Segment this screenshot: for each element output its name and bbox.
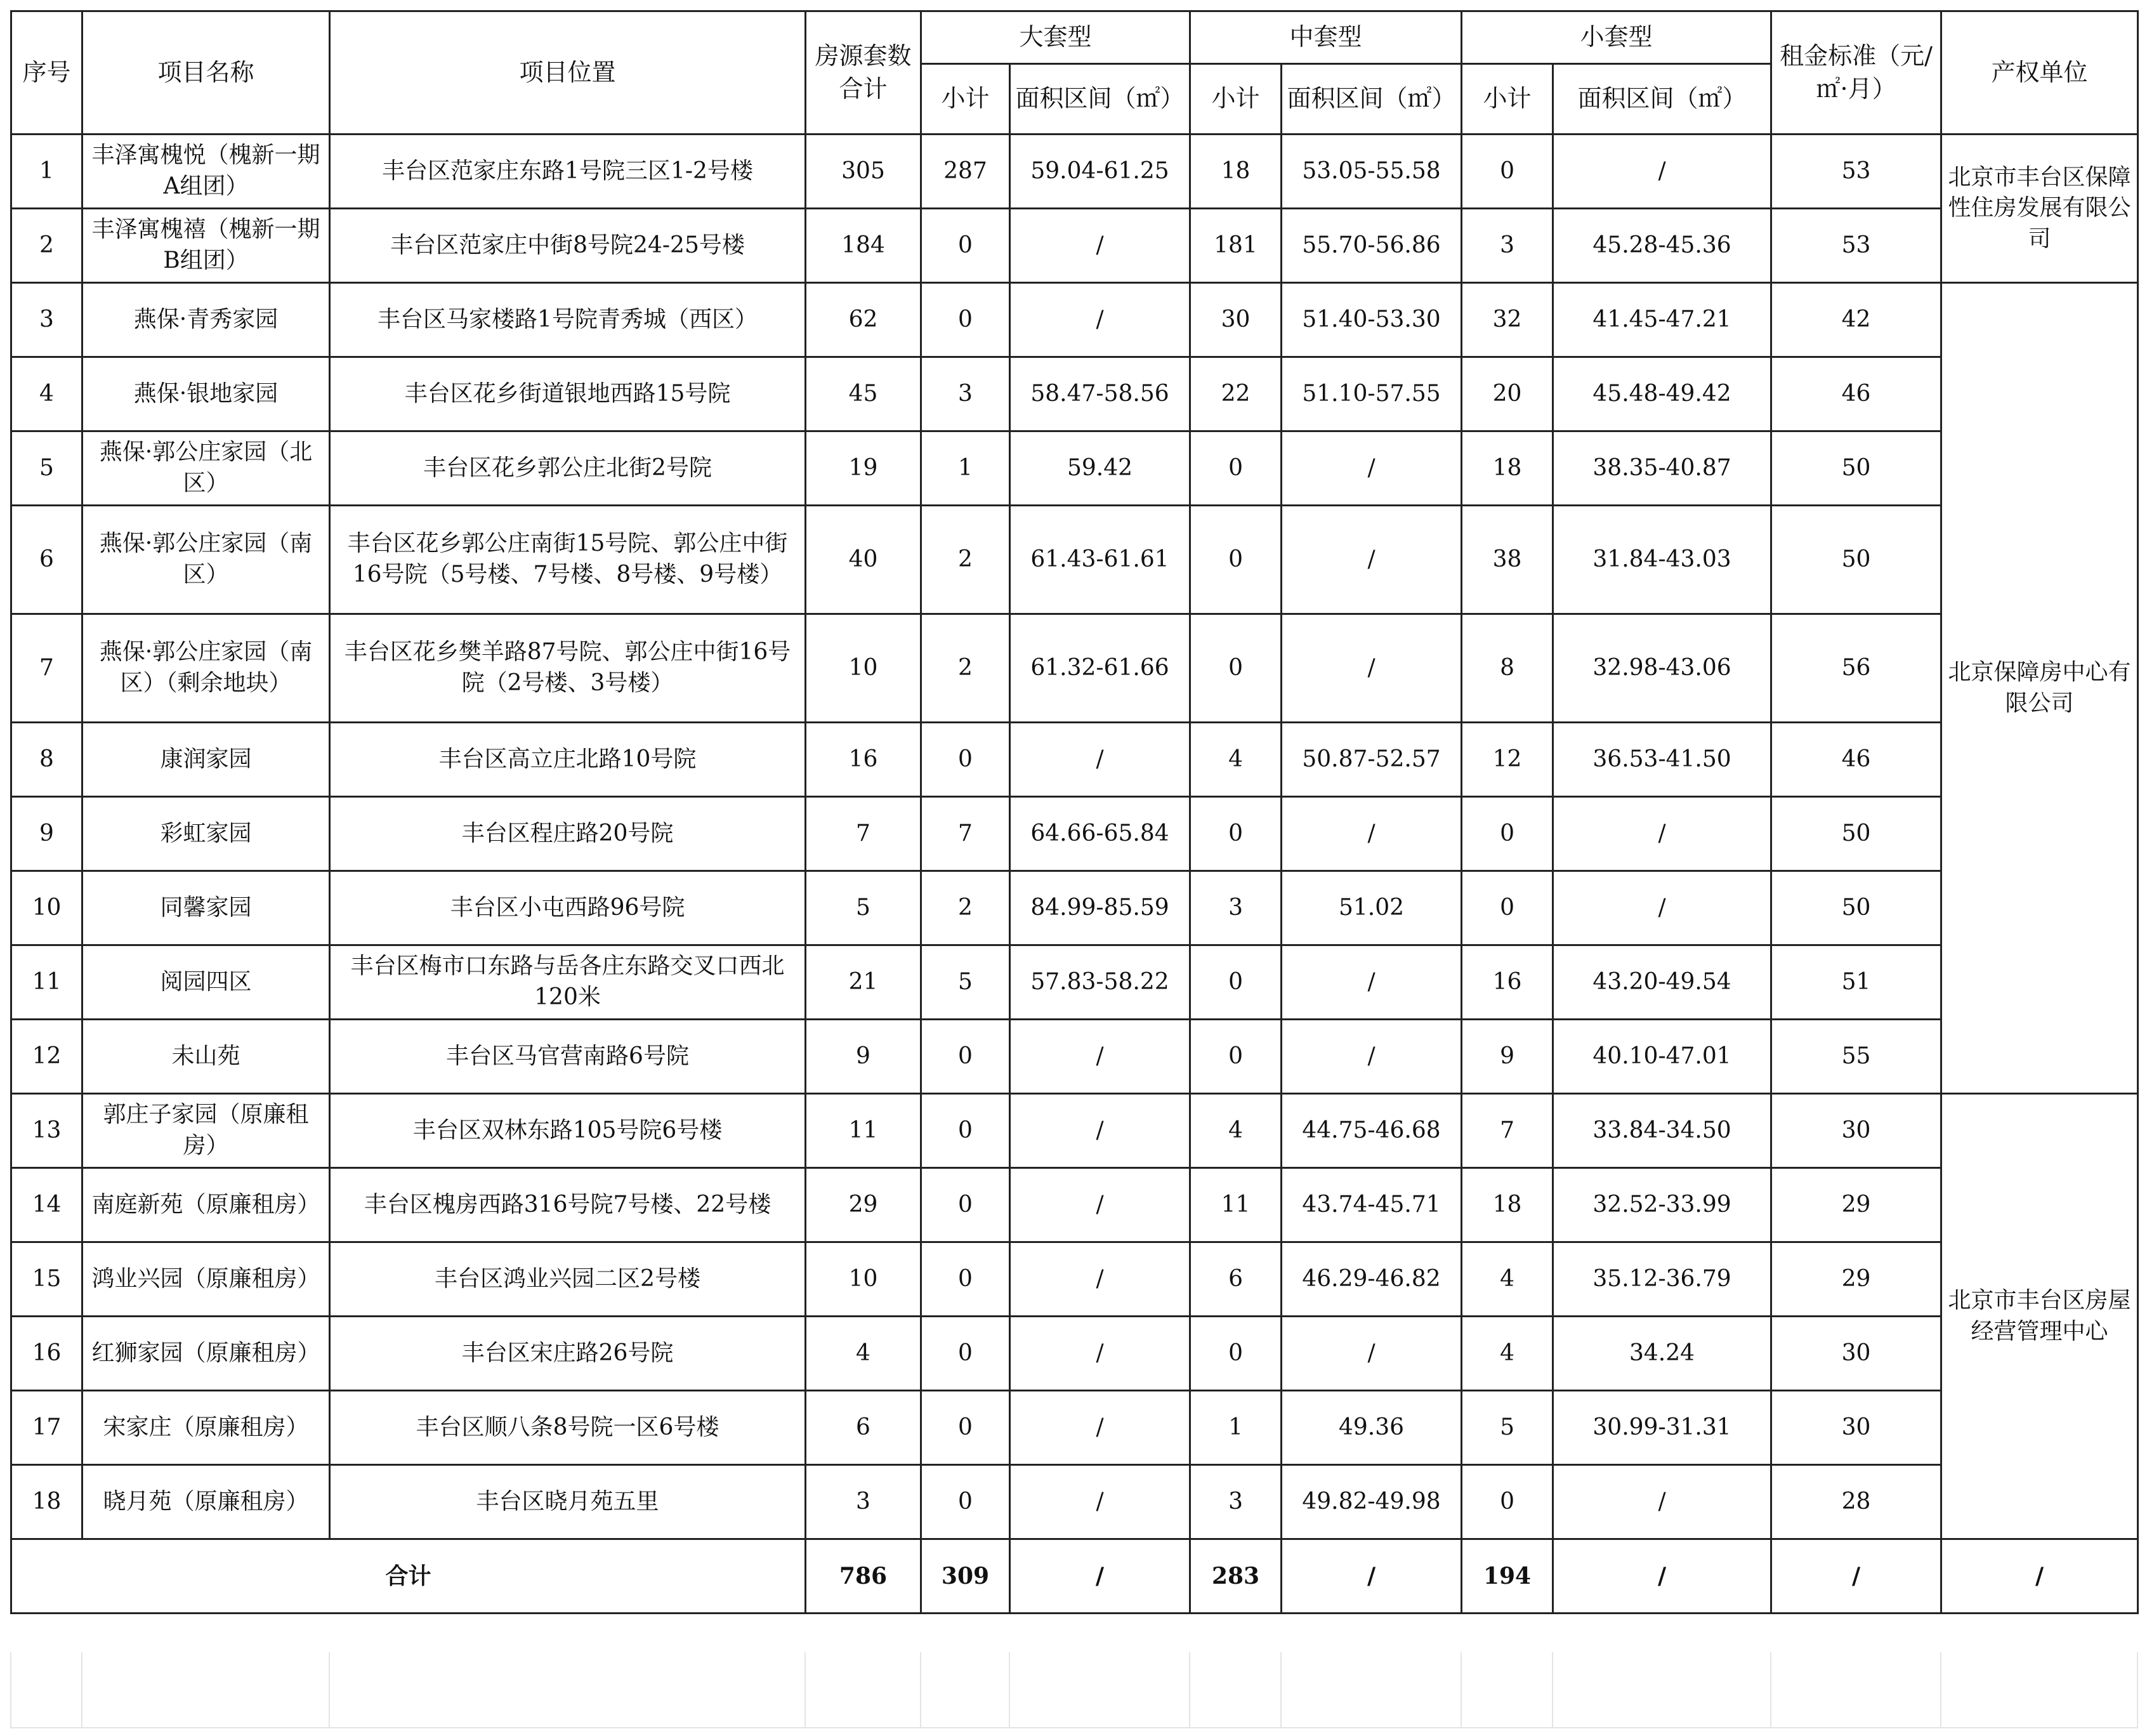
seq-cell: 2 [11,209,82,283]
seq-cell: 5 [11,431,82,506]
small-area-cell: 41.45-47.21 [1553,283,1771,357]
large-area-cell: / [1010,1242,1190,1317]
medium-subtotal-cell: 0 [1190,1020,1282,1094]
large-area-cell: / [1010,1465,1190,1539]
name-cell: 燕保·银地家园 [82,357,330,431]
seq-cell: 12 [11,1020,82,1094]
location-cell: 丰台区高立庄北路10号院 [330,723,806,797]
seq-cell: 10 [11,871,82,945]
small-subtotal-cell: 7 [1462,1094,1553,1168]
seq-cell: 3 [11,283,82,357]
rent-cell: 29 [1771,1242,1941,1317]
large-area-cell: / [1010,1391,1190,1465]
medium-subtotal-cell: 0 [1190,797,1282,871]
table-row [11,1020,2138,1094]
medium-subtotal-cell: 0 [1190,945,1282,1020]
location-cell: 丰台区顺八条8号院一区6号楼 [330,1391,806,1465]
large-subtotal-cell: 3 [921,357,1010,431]
name-cell: 燕保·青秀家园 [82,283,330,357]
table-row [11,614,2138,723]
small-subtotal-cell: 9 [1462,1020,1553,1094]
header-medium-subtotal: 小计 [1190,64,1282,135]
large-area-cell: / [1010,1094,1190,1168]
table-row [11,1465,2138,1539]
table-row [11,1168,2138,1242]
totals-small-n-cell: 194 [1462,1539,1553,1614]
small-subtotal-cell: 32 [1462,283,1553,357]
rent-cell: 28 [1771,1465,1941,1539]
table-row [11,357,2138,431]
total-cell: 6 [806,1391,921,1465]
large-area-cell: / [1010,1020,1190,1094]
small-area-cell: 45.48-49.42 [1553,357,1771,431]
large-area-cell: 59.42 [1010,431,1190,506]
large-subtotal-cell: 2 [921,506,1010,614]
table-row [11,1242,2138,1317]
large-area-cell: 59.04-61.25 [1010,135,1190,209]
medium-area-cell: / [1282,506,1462,614]
name-cell: 同馨家园 [82,871,330,945]
header-small-subtotal: 小计 [1462,64,1553,135]
medium-area-cell: / [1282,614,1462,723]
seq-cell: 13 [11,1094,82,1168]
total-cell: 305 [806,135,921,209]
medium-area-cell: 53.05-55.58 [1282,135,1462,209]
total-cell: 45 [806,357,921,431]
location-cell: 丰台区马官营南路6号院 [330,1020,806,1094]
rent-cell: 53 [1771,209,1941,283]
large-subtotal-cell: 0 [921,1020,1010,1094]
rent-cell: 46 [1771,357,1941,431]
medium-subtotal-cell: 181 [1190,209,1282,283]
small-subtotal-cell: 8 [1462,614,1553,723]
small-area-cell: 33.84-34.50 [1553,1094,1771,1168]
medium-area-cell: 55.70-56.86 [1282,209,1462,283]
header-large-area: 面积区间（㎡） [1010,64,1190,135]
medium-subtotal-cell: 4 [1190,723,1282,797]
total-cell: 40 [806,506,921,614]
header-seq: 序号 [11,11,82,135]
seq-cell: 8 [11,723,82,797]
header-medium: 中套型 [1190,11,1462,64]
name-cell: 彩虹家园 [82,797,330,871]
header-large: 大套型 [921,11,1190,64]
medium-area-cell: 49.36 [1282,1391,1462,1465]
rent-cell: 50 [1771,871,1941,945]
location-cell: 丰台区槐房西路316号院7号楼、22号楼 [330,1168,806,1242]
medium-area-cell: / [1282,1317,1462,1391]
rent-cell: 53 [1771,135,1941,209]
small-subtotal-cell: 0 [1462,1465,1553,1539]
name-cell: 南庭新苑（原廉租房） [82,1168,330,1242]
totals-large-n-cell: 309 [921,1539,1010,1614]
location-cell: 丰台区范家庄东路1号院三区1-2号楼 [330,135,806,209]
large-subtotal-cell: 0 [921,1242,1010,1317]
small-subtotal-cell: 12 [1462,723,1553,797]
large-area-cell: / [1010,283,1190,357]
large-subtotal-cell: 0 [921,723,1010,797]
large-subtotal-cell: 0 [921,1465,1010,1539]
name-cell: 未山苑 [82,1020,330,1094]
small-subtotal-cell: 0 [1462,797,1553,871]
large-area-cell: 57.83-58.22 [1010,945,1190,1020]
medium-subtotal-cell: 30 [1190,283,1282,357]
total-cell: 184 [806,209,921,283]
totals-owner-cell: / [1941,1539,2138,1614]
table-row [11,135,2138,209]
name-cell: 康润家园 [82,723,330,797]
rent-cell: 42 [1771,283,1941,357]
table-row [11,723,2138,797]
small-area-cell: 43.20-49.54 [1553,945,1771,1020]
large-subtotal-cell: 0 [921,1317,1010,1391]
medium-subtotal-cell: 6 [1190,1242,1282,1317]
total-cell: 62 [806,283,921,357]
rent-cell: 30 [1771,1317,1941,1391]
name-cell: 宋家庄（原廉租房） [82,1391,330,1465]
small-subtotal-cell: 4 [1462,1317,1553,1391]
total-cell: 3 [806,1465,921,1539]
medium-subtotal-cell: 0 [1190,431,1282,506]
seq-cell: 7 [11,614,82,723]
totals-rent-cell: / [1771,1539,1941,1614]
medium-area-cell: 50.87-52.57 [1282,723,1462,797]
seq-cell: 9 [11,797,82,871]
small-area-cell: 34.24 [1553,1317,1771,1391]
medium-area-cell: 49.82-49.98 [1282,1465,1462,1539]
large-subtotal-cell: 2 [921,614,1010,723]
seq-cell: 11 [11,945,82,1020]
small-subtotal-cell: 5 [1462,1391,1553,1465]
total-cell: 19 [806,431,921,506]
owner-cell: 北京保障房中心有限公司 [1941,283,2138,1094]
seq-cell: 15 [11,1242,82,1317]
large-area-cell: / [1010,1168,1190,1242]
header-location: 项目位置 [330,11,806,135]
location-cell: 丰台区花乡樊羊路87号院、郭公庄中街16号院（2号楼、3号楼） [330,614,806,723]
medium-area-cell: 51.40-53.30 [1282,283,1462,357]
rent-cell: 30 [1771,1391,1941,1465]
medium-area-cell: / [1282,1020,1462,1094]
total-cell: 21 [806,945,921,1020]
total-cell: 29 [806,1168,921,1242]
total-cell: 11 [806,1094,921,1168]
name-cell: 晓月苑（原廉租房） [82,1465,330,1539]
table-row [11,1391,2138,1465]
table-body [11,135,2138,1614]
table-row [11,209,2138,283]
large-subtotal-cell: 287 [921,135,1010,209]
small-area-cell: / [1553,135,1771,209]
name-cell: 燕保·郭公庄家园（南区）（剩余地块） [82,614,330,723]
small-subtotal-cell: 0 [1462,871,1553,945]
total-cell: 9 [806,1020,921,1094]
large-area-cell: 64.66-65.84 [1010,797,1190,871]
small-subtotal-cell: 20 [1462,357,1553,431]
medium-subtotal-cell: 0 [1190,1317,1282,1391]
rent-cell: 46 [1771,723,1941,797]
header-total: 房源套数合计 [806,11,921,135]
total-cell: 10 [806,1242,921,1317]
large-subtotal-cell: 1 [921,431,1010,506]
small-subtotal-cell: 3 [1462,209,1553,283]
header-medium-area: 面积区间（㎡） [1282,64,1462,135]
medium-area-cell: 46.29-46.82 [1282,1242,1462,1317]
location-cell: 丰台区范家庄中街8号院24-25号楼 [330,209,806,283]
small-area-cell: 38.35-40.87 [1553,431,1771,506]
name-cell: 燕保·郭公庄家园（北区） [82,431,330,506]
location-cell: 丰台区花乡郭公庄北街2号院 [330,431,806,506]
small-subtotal-cell: 38 [1462,506,1553,614]
location-cell: 丰台区鸿业兴园二区2号楼 [330,1242,806,1317]
totals-label: 合计 [11,1539,806,1614]
location-cell: 丰台区宋庄路26号院 [330,1317,806,1391]
small-area-cell: 30.99-31.31 [1553,1391,1771,1465]
large-area-cell: / [1010,209,1190,283]
small-subtotal-cell: 18 [1462,1168,1553,1242]
large-subtotal-cell: 2 [921,871,1010,945]
medium-subtotal-cell: 0 [1190,614,1282,723]
small-area-cell: / [1553,797,1771,871]
large-subtotal-cell: 5 [921,945,1010,1020]
medium-subtotal-cell: 3 [1190,871,1282,945]
header-small-area: 面积区间（㎡） [1553,64,1771,135]
table-row [11,945,2138,1020]
name-cell: 燕保·郭公庄家园（南区） [82,506,330,614]
seq-cell: 6 [11,506,82,614]
medium-subtotal-cell: 1 [1190,1391,1282,1465]
rent-cell: 50 [1771,797,1941,871]
name-cell: 郭庄子家园（原廉租房） [82,1094,330,1168]
table-row [11,283,2138,357]
table-row [11,871,2138,945]
owner-cell: 北京市丰台区房屋经营管理中心 [1941,1094,2138,1539]
name-cell: 阅园四区 [82,945,330,1020]
rent-cell: 51 [1771,945,1941,1020]
location-cell: 丰台区双林东路105号院6号楼 [330,1094,806,1168]
medium-area-cell: / [1282,945,1462,1020]
small-subtotal-cell: 0 [1462,135,1553,209]
rent-cell: 56 [1771,614,1941,723]
small-area-cell: 32.98-43.06 [1553,614,1771,723]
seq-cell: 4 [11,357,82,431]
totals-row [11,1539,2138,1614]
small-area-cell: 31.84-43.03 [1553,506,1771,614]
small-area-cell: 35.12-36.79 [1553,1242,1771,1317]
rent-cell: 29 [1771,1168,1941,1242]
empty-trailing-row [10,1652,2138,1728]
location-cell: 丰台区花乡街道银地西路15号院 [330,357,806,431]
header-name: 项目名称 [82,11,330,135]
header-owner: 产权单位 [1941,11,2138,135]
large-subtotal-cell: 0 [921,209,1010,283]
medium-area-cell: / [1282,797,1462,871]
totals-med-a-cell: / [1282,1539,1462,1614]
large-subtotal-cell: 7 [921,797,1010,871]
seq-cell: 17 [11,1391,82,1465]
small-area-cell: / [1553,871,1771,945]
header-small: 小套型 [1462,11,1771,64]
medium-subtotal-cell: 0 [1190,506,1282,614]
small-area-cell: 45.28-45.36 [1553,209,1771,283]
total-cell: 7 [806,797,921,871]
large-subtotal-cell: 0 [921,283,1010,357]
small-area-cell: 36.53-41.50 [1553,723,1771,797]
medium-area-cell: / [1282,431,1462,506]
seq-cell: 16 [11,1317,82,1391]
small-subtotal-cell: 4 [1462,1242,1553,1317]
large-area-cell: / [1010,723,1190,797]
small-area-cell: 32.52-33.99 [1553,1168,1771,1242]
seq-cell: 18 [11,1465,82,1539]
total-cell: 10 [806,614,921,723]
header-large-subtotal: 小计 [921,64,1010,135]
table-row [11,506,2138,614]
total-cell: 5 [806,871,921,945]
large-area-cell: 61.32-61.66 [1010,614,1190,723]
medium-subtotal-cell: 18 [1190,135,1282,209]
location-cell: 丰台区小屯西路96号院 [330,871,806,945]
medium-area-cell: 51.10-57.55 [1282,357,1462,431]
rent-cell: 50 [1771,431,1941,506]
large-subtotal-cell: 0 [921,1391,1010,1465]
location-cell: 丰台区花乡郭公庄南街15号院、郭公庄中街16号院（5号楼、7号楼、8号楼、9号楼） [330,506,806,614]
small-area-cell: 40.10-47.01 [1553,1020,1771,1094]
totals-med-n-cell: 283 [1190,1539,1282,1614]
name-cell: 红狮家园（原廉租房） [82,1317,330,1391]
table-row [11,1317,2138,1391]
location-cell: 丰台区程庄路20号院 [330,797,806,871]
totals-total-cell: 786 [806,1539,921,1614]
rent-cell: 30 [1771,1094,1941,1168]
medium-area-cell: 44.75-46.68 [1282,1094,1462,1168]
large-area-cell: 84.99-85.59 [1010,871,1190,945]
header-rent: 租金标准（元/㎡·月） [1771,11,1941,135]
large-subtotal-cell: 0 [921,1094,1010,1168]
location-cell: 丰台区晓月苑五里 [330,1465,806,1539]
rent-cell: 55 [1771,1020,1941,1094]
medium-area-cell: 51.02 [1282,871,1462,945]
medium-subtotal-cell: 3 [1190,1465,1282,1539]
medium-subtotal-cell: 11 [1190,1168,1282,1242]
large-subtotal-cell: 0 [921,1168,1010,1242]
large-area-cell: / [1010,1317,1190,1391]
small-subtotal-cell: 18 [1462,431,1553,506]
small-subtotal-cell: 16 [1462,945,1553,1020]
small-area-cell: / [1553,1465,1771,1539]
name-cell: 鸿业兴园（原廉租房） [82,1242,330,1317]
total-cell: 4 [806,1317,921,1391]
totals-large-a-cell: / [1010,1539,1190,1614]
seq-cell: 14 [11,1168,82,1242]
location-cell: 丰台区马家楼路1号院青秀城（西区） [330,283,806,357]
totals-small-a-cell: / [1553,1539,1771,1614]
medium-area-cell: 43.74-45.71 [1282,1168,1462,1242]
total-cell: 16 [806,723,921,797]
housing-table [10,10,2139,1614]
large-area-cell: 58.47-58.56 [1010,357,1190,431]
medium-subtotal-cell: 22 [1190,357,1282,431]
rent-cell: 50 [1771,506,1941,614]
table-row [11,1094,2138,1168]
name-cell: 丰泽寓槐悦（槐新一期A组团） [82,135,330,209]
table-row [11,431,2138,506]
name-cell: 丰泽寓槐禧（槐新一期B组团） [82,209,330,283]
seq-cell: 1 [11,135,82,209]
location-cell: 丰台区梅市口东路与岳各庄东路交叉口西北120米 [330,945,806,1020]
large-area-cell: 61.43-61.61 [1010,506,1190,614]
owner-cell: 北京市丰台区保障性住房发展有限公司 [1941,135,2138,283]
table-row [11,797,2138,871]
medium-subtotal-cell: 4 [1190,1094,1282,1168]
